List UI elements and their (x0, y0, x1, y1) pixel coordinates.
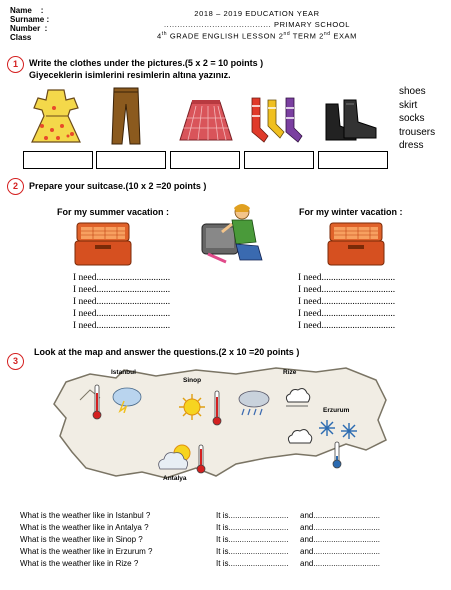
winter-need-line[interactable]: I need............................... (298, 285, 396, 295)
winter-vacation-label: For my winter vacation : (299, 207, 403, 217)
weather-and-blank[interactable]: and.............................. (300, 523, 381, 532)
header-labels: Name : Surname : Number : Class (10, 6, 50, 42)
weather-answer-blank[interactable]: It is........................... (216, 523, 289, 532)
partly-cloudy-icon (156, 443, 196, 473)
winter-need-line[interactable]: I need............................... (298, 273, 396, 283)
answer-box-socks[interactable] (244, 151, 314, 169)
packing-girl-picture (196, 202, 266, 268)
header-year: 2018 – 2019 EDUCATION YEAR (194, 9, 320, 18)
weather-questions (20, 510, 153, 570)
weather-answer-blank[interactable]: It is........................... (216, 535, 289, 544)
name-label: Name (10, 6, 32, 15)
dress-picture (30, 86, 82, 146)
trousers-picture (110, 86, 142, 146)
thermometer-hot-icon (196, 443, 206, 475)
question-1-subtitle: Giyeceklerin isimlerini resimlerin altına yazınız. (29, 70, 231, 80)
answer-box-skirt[interactable] (170, 151, 240, 169)
snowflake-icon (340, 422, 358, 440)
winter-need-list (298, 272, 395, 332)
weather-question: What is the weather like in Antalya ? (20, 523, 149, 532)
cloud-icon (282, 384, 312, 410)
thermometer-hot-icon (92, 383, 102, 421)
weather-and-blank[interactable]: and.............................. (300, 535, 381, 544)
weather-and-blank[interactable]: and.............................. (300, 547, 381, 556)
number-label: Number (10, 24, 41, 33)
question-3-number: 3 (7, 353, 24, 370)
surname-label: Surname (10, 15, 45, 24)
socks-picture (246, 94, 306, 146)
weather-and-blank[interactable]: and.............................. (300, 511, 381, 520)
rain-cloud-icon (236, 389, 272, 419)
word-bank-item: skirt (399, 99, 418, 111)
summer-need-line[interactable]: I need............................... (73, 273, 171, 283)
word-bank-item: trousers (399, 126, 436, 138)
winter-need-line[interactable]: I need............................... (298, 297, 396, 307)
word-bank-item: socks (399, 113, 425, 124)
weather-answer-blank[interactable]: It is........................... (216, 511, 289, 520)
answer-box-trousers[interactable] (96, 151, 166, 169)
thermometer-cold-icon (332, 440, 342, 470)
summer-need-line[interactable]: I need............................... (73, 285, 171, 295)
city-label-antalya: Antalya (163, 475, 187, 482)
summer-need-list (73, 272, 170, 332)
winter-need-line[interactable]: I need............................... (298, 309, 396, 319)
city-label-erzurum: Erzurum (323, 407, 350, 414)
weather-and-blank[interactable]: and.............................. (300, 559, 381, 568)
city-label-istanbul: Istanbul (111, 369, 136, 376)
weather-answer-blank[interactable]: It is........................... (216, 547, 289, 556)
summer-vacation-label: For my summer vacation : (57, 207, 170, 217)
cloud-icon (286, 425, 316, 447)
weather-question: What is the weather like in Sinop ? (20, 535, 143, 544)
word-bank-item: dress (399, 140, 424, 151)
summer-need-line[interactable]: I need............................... (73, 309, 171, 319)
winter-suitcase-picture (326, 221, 386, 269)
word-bank (399, 85, 435, 153)
winter-need-line[interactable]: I need............................... (298, 321, 396, 331)
snowflake-icon (318, 419, 336, 437)
storm-cloud-icon (110, 385, 144, 413)
header-exam: 4th GRADE ENGLISH LESSON 2nd TERM 2nd EXAM (156, 31, 358, 41)
city-label-sinop: Sinop (183, 377, 202, 384)
weather-and-answers (300, 510, 380, 570)
class-label: Class (10, 33, 32, 42)
weather-answers (216, 510, 288, 570)
sun-icon (178, 393, 206, 421)
answer-box-dress[interactable] (23, 151, 93, 169)
skirt-picture (176, 98, 236, 146)
question-1-number: 1 (7, 56, 24, 73)
summer-need-line[interactable]: I need............................... (73, 321, 171, 331)
weather-question: What is the weather like in Erzurum ? (20, 547, 153, 556)
thermometer-hot-icon (212, 389, 222, 427)
weather-question: What is the weather like in Rize ? (20, 559, 139, 568)
summer-suitcase-picture (73, 221, 133, 269)
question-1-title: Write the clothes under the pictures.(5 x 2 = 10 points ) (29, 58, 264, 68)
weather-question: What is the weather like in Istanbul ? (20, 511, 151, 520)
question-3-title: Look at the map and answer the questions.(2 x 10 =20 points ) (34, 347, 300, 357)
question-2-title: Prepare your suitcase.(10 x 2 =20 points ) (29, 181, 207, 191)
word-bank-item: shoes (399, 86, 426, 97)
shoes-picture (320, 98, 380, 144)
answer-box-shoes[interactable] (318, 151, 388, 169)
question-2-number: 2 (7, 178, 24, 195)
weather-answer-blank[interactable]: It is........................... (216, 559, 289, 568)
summer-need-line[interactable]: I need............................... (73, 297, 171, 307)
header-school: ........................................ PRIMARY SCHOOL (163, 20, 351, 29)
city-label-rize: Rize (283, 369, 297, 376)
